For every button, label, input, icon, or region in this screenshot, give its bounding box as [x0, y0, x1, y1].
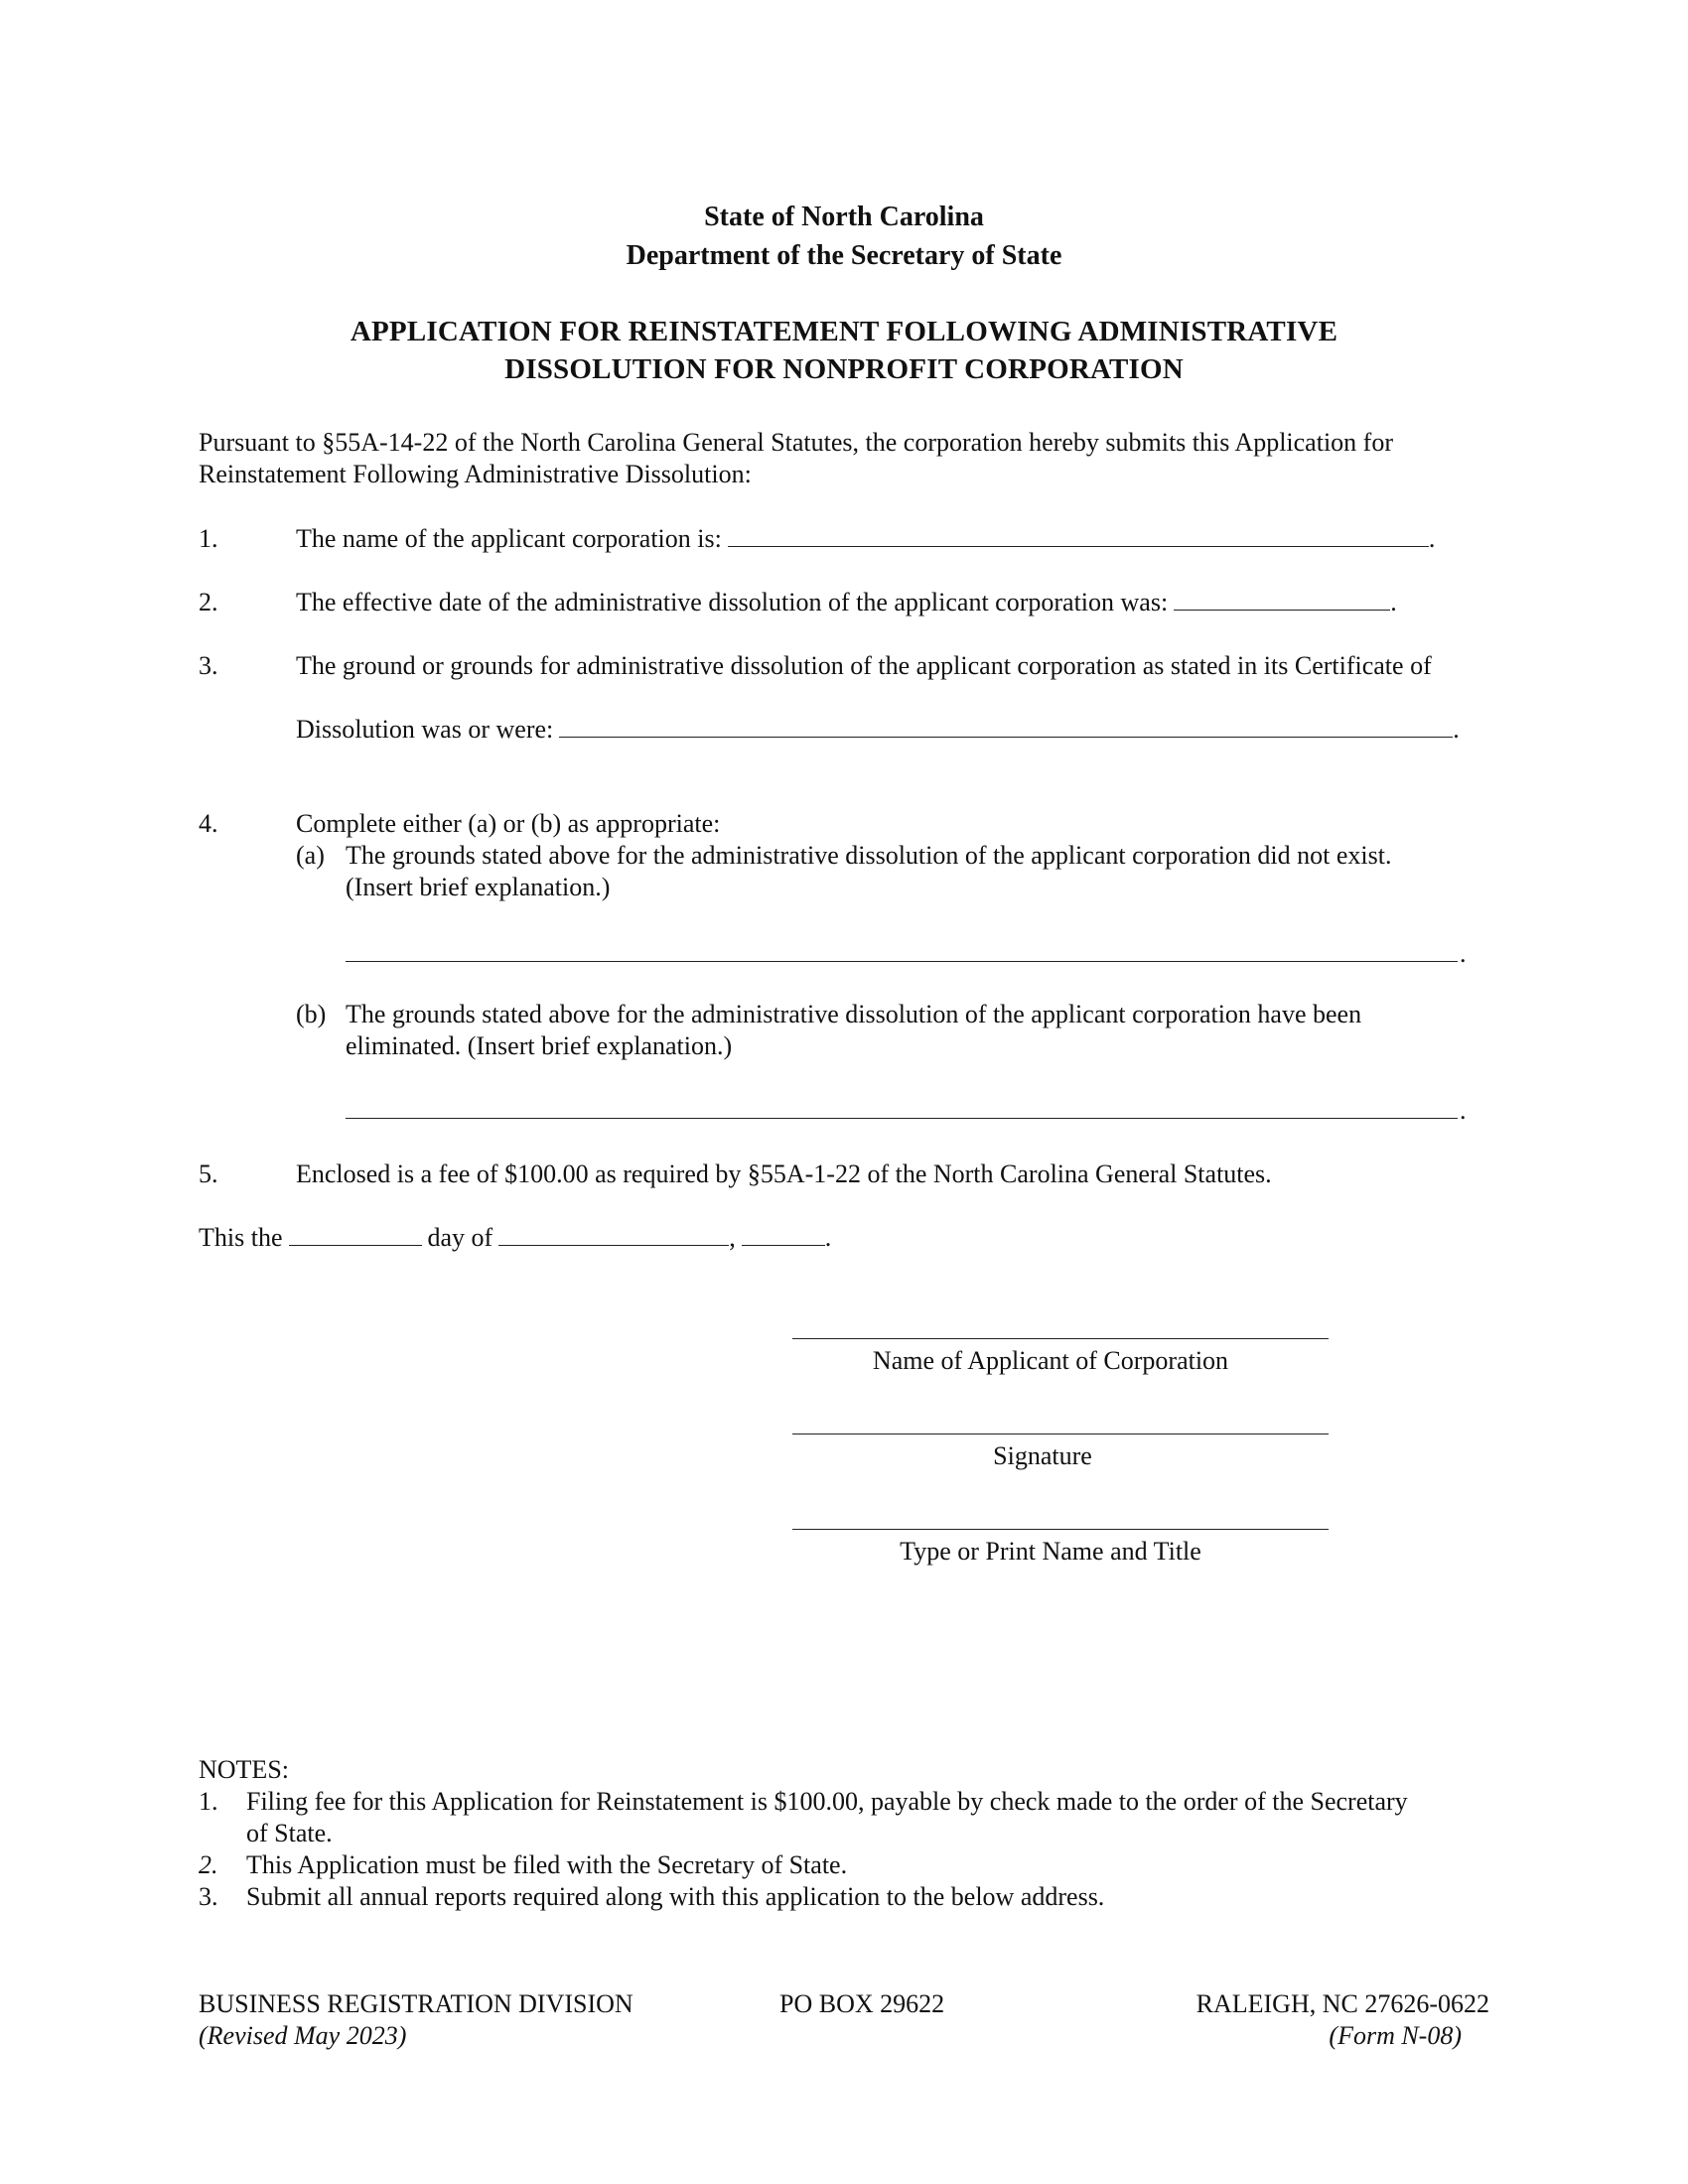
item-4b-period: . — [1460, 1096, 1467, 1125]
item-1-number: 1. — [199, 524, 218, 553]
item-2-row — [296, 587, 1397, 618]
print-name-title-field[interactable] — [792, 1529, 1329, 1530]
corporation-name-field[interactable] — [728, 524, 1429, 547]
day-of-label: day of — [427, 1223, 493, 1252]
date-period: . — [824, 1223, 832, 1252]
item-2-text: The effective date of the administrative dissolution of the applicant corporation was: — [296, 588, 1169, 616]
applicant-name-caption: Name of Applicant of Corporation — [872, 1346, 1229, 1375]
item-3-period: . — [1453, 715, 1460, 744]
year-field[interactable] — [742, 1223, 825, 1246]
item-2-period: . — [1390, 588, 1397, 616]
item-4a-line2: (Insert brief explanation.) — [346, 873, 611, 901]
dissolution-grounds-field[interactable] — [559, 715, 1453, 738]
item-2-number: 2. — [199, 588, 218, 616]
intro-line2: Reinstatement Following Administrative Dissolution: — [199, 460, 752, 488]
footer-po-box: PO BOX 29622 — [779, 1989, 945, 2018]
item-1-period: . — [1428, 524, 1436, 553]
footer-city: RALEIGH, NC 27626-0622 — [1196, 1989, 1489, 2018]
signature-caption: Signature — [993, 1441, 1092, 1470]
item-3-text2: Dissolution was or were: — [296, 715, 554, 744]
item-4-text: Complete either (a) or (b) as appropriate: — [296, 809, 721, 838]
dissolution-date-field[interactable] — [1174, 588, 1390, 611]
item-4b-explanation-field[interactable] — [346, 1118, 1458, 1119]
notes-heading: NOTES: — [199, 1755, 289, 1784]
footer-division: BUSINESS REGISTRATION DIVISION — [199, 1989, 633, 2018]
note-2-line1: This Application must be filed with the Secretary of State. — [246, 1850, 848, 1879]
item-4a-label: (a) — [296, 841, 325, 870]
item-4a-explanation-field[interactable] — [346, 961, 1458, 962]
intro-line1: Pursuant to §55A-14-22 of the North Carolina General Statutes, the corporation hereby submits this Application for — [199, 428, 1393, 457]
footer-form-number: (Form N-08) — [1329, 2021, 1462, 2050]
note-2-number: 2. — [199, 1850, 218, 1879]
department-heading: Department of the Secretary of State — [626, 240, 1062, 271]
signature-field[interactable] — [792, 1433, 1329, 1434]
note-1-line1: Filing fee for this Application for Reinstatement is $100.00, payable by check made to the order of the Secretary — [246, 1787, 1408, 1816]
note-1-line2: of State. — [246, 1819, 333, 1847]
item-4b-line1: The grounds stated above for the administrative dissolution of the applicant corporation have been — [346, 1000, 1362, 1028]
item-3-number: 3. — [199, 651, 218, 680]
state-heading: State of North Carolina — [704, 202, 984, 232]
footer-revised: (Revised May 2023) — [199, 2021, 407, 2050]
form-title-line1: APPLICATION FOR REINSTATEMENT FOLLOWING ADMINISTRATIVE — [350, 316, 1338, 347]
item-5-text: Enclosed is a fee of $100.00 as required by §55A-1-22 of the North Carolina General Statutes. — [296, 1160, 1272, 1188]
print-name-title-caption: Type or Print Name and Title — [900, 1537, 1201, 1566]
item-1-row — [296, 523, 1435, 555]
note-3-line1: Submit all annual reports required along with this application to the below address. — [246, 1882, 1105, 1911]
item-1-text: The name of the applicant corporation is: — [296, 524, 722, 553]
item-4b-label: (b) — [296, 1000, 327, 1028]
item-4a-period: . — [1460, 939, 1467, 968]
item-5-number: 5. — [199, 1160, 218, 1188]
date-comma: , — [729, 1223, 736, 1252]
form-title-line2: DISSOLUTION FOR NONPROFIT CORPORATION — [504, 353, 1184, 385]
note-1-number: 1. — [199, 1787, 218, 1816]
day-field[interactable] — [289, 1223, 422, 1246]
date-line — [199, 1222, 831, 1254]
item-4b-line2: eliminated. (Insert brief explanation.) — [346, 1031, 733, 1060]
item-4-number: 4. — [199, 809, 218, 838]
item-4a-line1: The grounds stated above for the administrative dissolution of the applicant corporation did not exist. — [346, 841, 1392, 870]
applicant-name-field[interactable] — [792, 1338, 1329, 1339]
item-3-text: The ground or grounds for administrative dissolution of the applicant corporation as stated in its Certificate of — [296, 651, 1432, 680]
this-the-label: This the — [199, 1223, 283, 1252]
item-3-row2 — [296, 714, 1460, 746]
note-3-number: 3. — [199, 1882, 218, 1911]
month-field[interactable] — [498, 1223, 729, 1246]
